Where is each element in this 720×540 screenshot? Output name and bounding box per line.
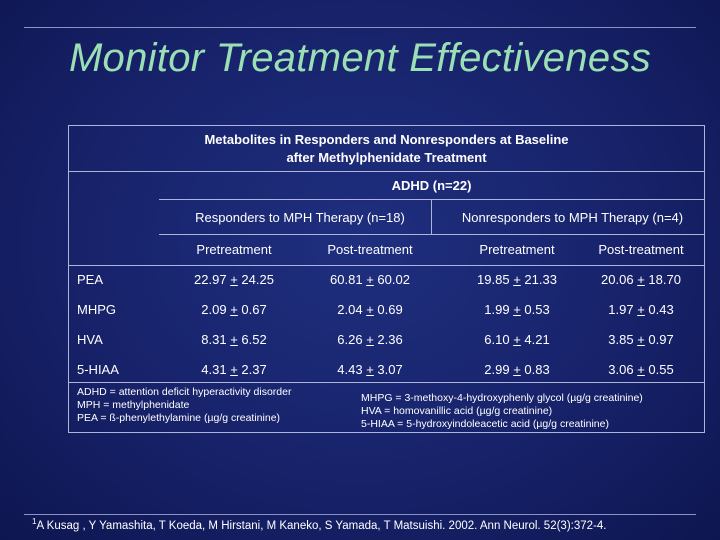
table-cell [581, 362, 701, 377]
table-cell [581, 302, 701, 317]
footnote-hva: HVA = homovanillic acid (µg/g creatinine) [361, 405, 553, 417]
cell-sd: 0.55 [648, 362, 674, 377]
plus-minus-symbol: + [230, 362, 238, 377]
table-cell [457, 272, 577, 287]
row-label: PEA [77, 272, 104, 287]
subgroup-responders: Responders to MPH Therapy (n=18) [195, 210, 405, 225]
footnote-mph: MPH = methylphenidate [77, 399, 190, 411]
table-cell [174, 362, 294, 377]
cell-mean: 2.09 [201, 302, 227, 317]
row-label: HVA [77, 332, 103, 347]
cell-mean: 22.97 [194, 272, 227, 287]
cell-sd: 0.97 [648, 332, 674, 347]
subgroup-separator [431, 200, 432, 234]
table-cell [174, 272, 294, 287]
citation [32, 517, 606, 532]
table-cell [457, 332, 577, 347]
footnote-5hiaa: 5-HIAA = 5-hydroxyindoleacetic acid (µg/g creatinine) [361, 418, 609, 430]
plus-minus-symbol: + [513, 272, 521, 287]
cell-sd: 0.83 [524, 362, 550, 377]
cell-mean: 19.85 [477, 272, 510, 287]
cell-sd: 0.53 [524, 302, 550, 317]
plus-minus-symbol: + [230, 302, 238, 317]
cell-mean: 1.99 [484, 302, 510, 317]
table-cell [310, 332, 430, 347]
cell-sd: 2.37 [241, 362, 267, 377]
plus-minus-symbol: + [366, 332, 374, 347]
plus-minus-symbol: + [366, 302, 374, 317]
table-cell [310, 362, 430, 377]
table-cell [310, 272, 430, 287]
plus-minus-symbol: + [637, 362, 645, 377]
cell-sd: 0.69 [377, 302, 403, 317]
cell-mean: 3.85 [608, 332, 634, 347]
footnote-adhd: ADHD = attention deficit hyperactivity disorder [77, 386, 292, 398]
cell-mean: 3.06 [608, 362, 634, 377]
cell-sd: 0.43 [648, 302, 674, 317]
column-header-responders-post: Post-treatment [327, 242, 413, 257]
citation-text: A Kusag , Y Yamashita, T Koeda, M Hirstani, M Kaneko, S Yamada, T Matsuishi. 2002. Ann Neurol. 52(3):372-4. [36, 519, 607, 532]
cell-mean: 6.10 [484, 332, 510, 347]
subgroup-divider [159, 234, 704, 235]
subgroup-nonresponders: Nonresponders to MPH Therapy (n=4) [461, 210, 684, 225]
table-cell [174, 302, 294, 317]
cell-mean: 2.99 [484, 362, 510, 377]
column-header-nonresponders-pre: Pretreatment [479, 242, 555, 257]
table-caption-line2: after Methylphenidate Treatment [286, 150, 487, 165]
cell-sd: 6.52 [241, 332, 267, 347]
cell-mean: 4.43 [337, 362, 363, 377]
cell-mean: 6.26 [337, 332, 363, 347]
table-cell [581, 332, 701, 347]
caption-divider [69, 171, 704, 172]
plus-minus-symbol: + [513, 332, 521, 347]
top-rule [24, 27, 696, 28]
footnote-mhpg: MHPG = 3-methoxy-4-hydroxyphenly glycol (µg/g creatinine) [361, 392, 643, 404]
citation-superscript: 1 [32, 517, 37, 526]
plus-minus-symbol: + [366, 272, 374, 287]
plus-minus-symbol: + [637, 332, 645, 347]
cell-sd: 2.36 [377, 332, 403, 347]
plus-minus-symbol: + [513, 302, 521, 317]
column-header-responders-pre: Pretreatment [196, 242, 272, 257]
table-cell [457, 362, 577, 377]
group-header: ADHD (n=22) [391, 178, 472, 193]
table-cell [457, 302, 577, 317]
cell-sd: 4.21 [524, 332, 550, 347]
cell-sd: 24.25 [241, 272, 274, 287]
cell-mean: 1.97 [608, 302, 634, 317]
table-cell [310, 302, 430, 317]
footnotes-left [77, 386, 291, 425]
plus-minus-symbol: + [513, 362, 521, 377]
plus-minus-symbol: + [230, 272, 238, 287]
cell-mean: 2.04 [337, 302, 363, 317]
column-header-nonresponders-post: Post-treatment [598, 242, 684, 257]
plus-minus-symbol: + [637, 302, 645, 317]
footnote-pea: PEA = ß-phenylethylamine (µg/g creatinine) [77, 412, 281, 424]
cell-sd: 0.67 [241, 302, 267, 317]
metabolites-table [68, 125, 705, 433]
bottom-rule [24, 514, 696, 515]
cell-sd: 21.33 [524, 272, 557, 287]
cell-mean: 8.31 [201, 332, 227, 347]
plus-minus-symbol: + [637, 272, 645, 287]
row-label: MHPG [77, 302, 116, 317]
table-cell [581, 272, 701, 287]
cell-mean: 4.31 [201, 362, 227, 377]
column-header-divider [69, 265, 704, 266]
cell-mean: 20.06 [601, 272, 634, 287]
plus-minus-symbol: + [230, 332, 238, 347]
cell-sd: 3.07 [377, 362, 403, 377]
cell-sd: 18.70 [648, 272, 681, 287]
body-divider [69, 382, 704, 383]
plus-minus-symbol: + [366, 362, 374, 377]
slide-title: Monitor Treatment Effectiveness [68, 36, 652, 80]
cell-sd: 60.02 [377, 272, 410, 287]
cell-mean: 60.81 [330, 272, 363, 287]
footnotes-right [361, 392, 643, 431]
table-caption-line1: Metabolites in Responders and Nonresponders at Baseline [204, 132, 569, 147]
table-cell [174, 332, 294, 347]
row-label: 5-HIAA [77, 362, 119, 377]
